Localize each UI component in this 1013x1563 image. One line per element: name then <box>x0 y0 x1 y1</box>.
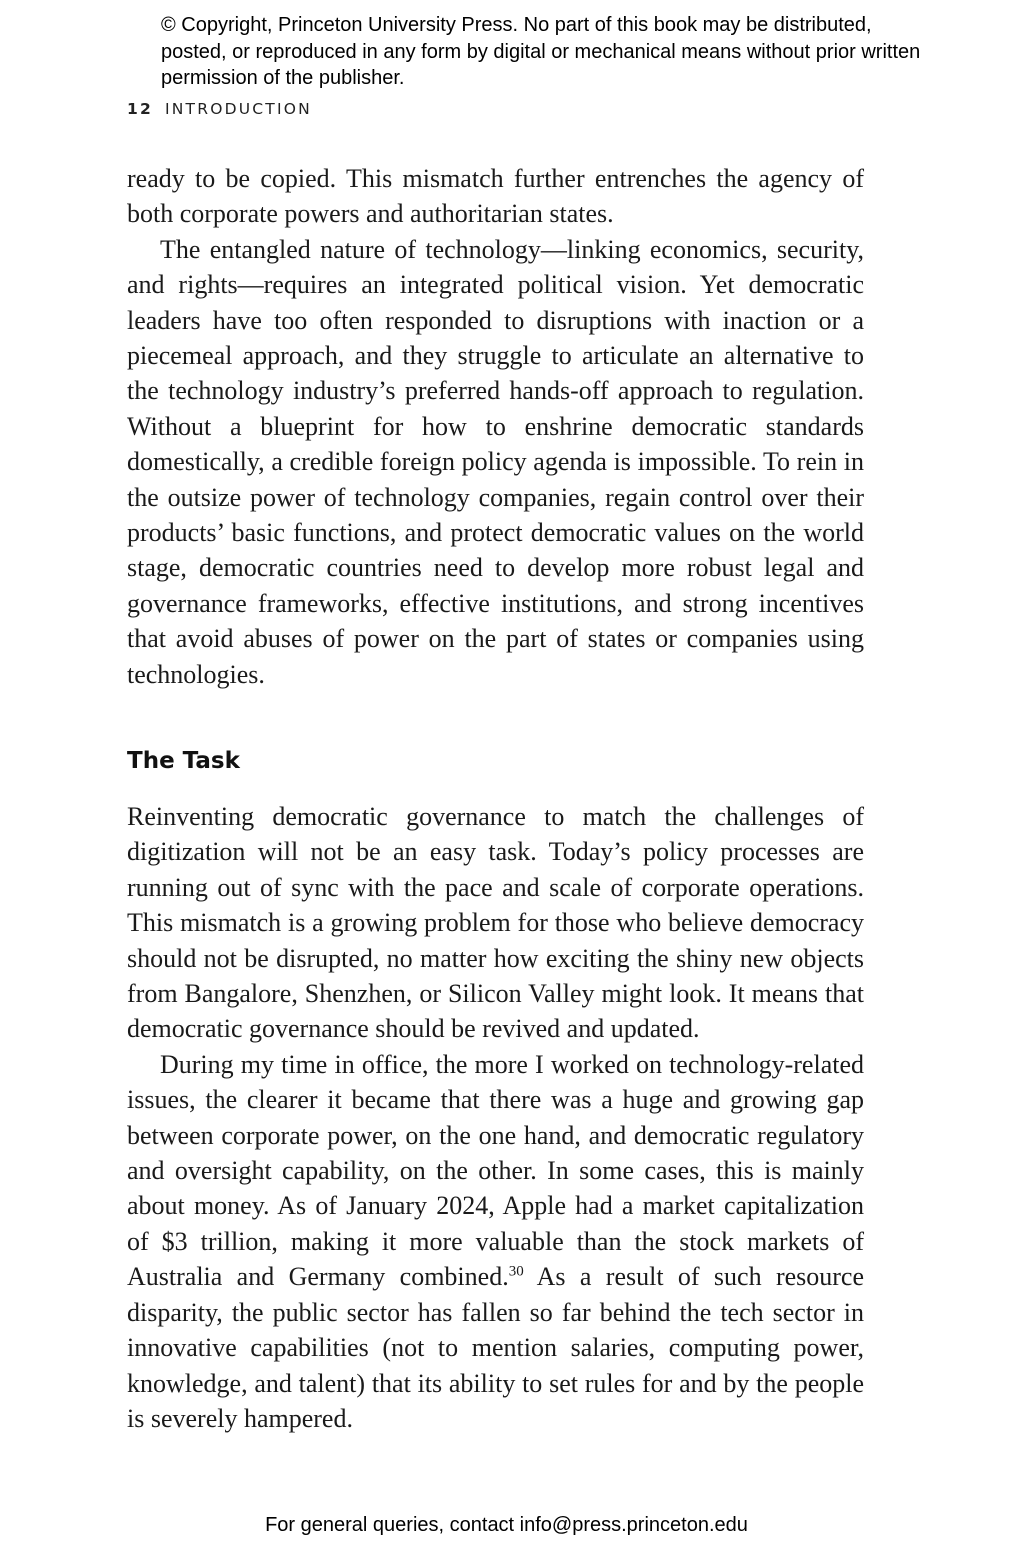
page-number: 12 <box>127 100 153 118</box>
copyright-notice: © Copyright, Princeton University Press. No part of this book may be distributed, posted, or reproduced in any form by digital or mechanical means without prior written permission of the publisher. <box>161 14 921 89</box>
running-head-section: INTRODUCTION <box>164 100 312 118</box>
running-head <box>127 100 312 118</box>
paragraph <box>127 1047 864 1436</box>
section-heading: The Task <box>127 748 240 774</box>
footnote-reference[interactable]: 30 <box>508 1263 524 1280</box>
footer-contact: For general queries, contact info@press.princeton.edu <box>265 1514 748 1536</box>
paragraph-text: During my time in office, the more I worked on technology-related issues, the clearer it became that there was a huge and growing gap between corporate power, on the one hand, and democratic regulatory and oversight capability, on the other. In some cases, this is mainly about money. As of January 2024, Apple had a market capitalization of $3 trillion, making it more valuable than the stock markets of Australia and Germany combined. <box>127 1049 864 1292</box>
paragraph: Reinventing democratic governance to match the challenges of digitization will not be an easy task. Today’s policy processes are running out of sync with the pace and scale of corporate operations. This mismatch is a growing problem for those who believe democracy should not be disrupted, no matter how exciting the shiny new objects from Bangalore, Shenzhen, or Silicon Valley might look. It means that democratic governance should be revived and updated. <box>127 802 864 1044</box>
body-text-block <box>127 799 864 1436</box>
paragraph-text: As a result of such resource disparity, the public sector has fallen so far behind the tech sector in innovative capabilities (not to mention salaries, computing power, knowledge, and talent) that its ability to set rules for and by the people is severely hampered. <box>127 1262 865 1433</box>
paragraph: The entangled nature of technology—linking economics, security, and rights—requires an integrated political vision. Yet democratic leaders have too often responded to disruptions with inaction or a piecemeal approach, and they struggle to articulate an alternative to the technology industry’s preferred hands-off approach to regulation. Without a blueprint for how to enshrine democratic standards domestically, a credible foreign policy agenda is impossible. To rein in the outsize power of technology companies, regain control over their products’ basic functions, and protect democratic values on the world stage, democratic countries need to develop more robust legal and governance frameworks, effective institutions, and strong incentives that avoid abuses of power on the part of states or companies using technologies. <box>127 234 864 689</box>
paragraph: ready to be copied. This mismatch further entrenches the agency of both corporate powers and authoritarian states. <box>127 164 864 229</box>
body-text-block <box>127 161 864 692</box>
